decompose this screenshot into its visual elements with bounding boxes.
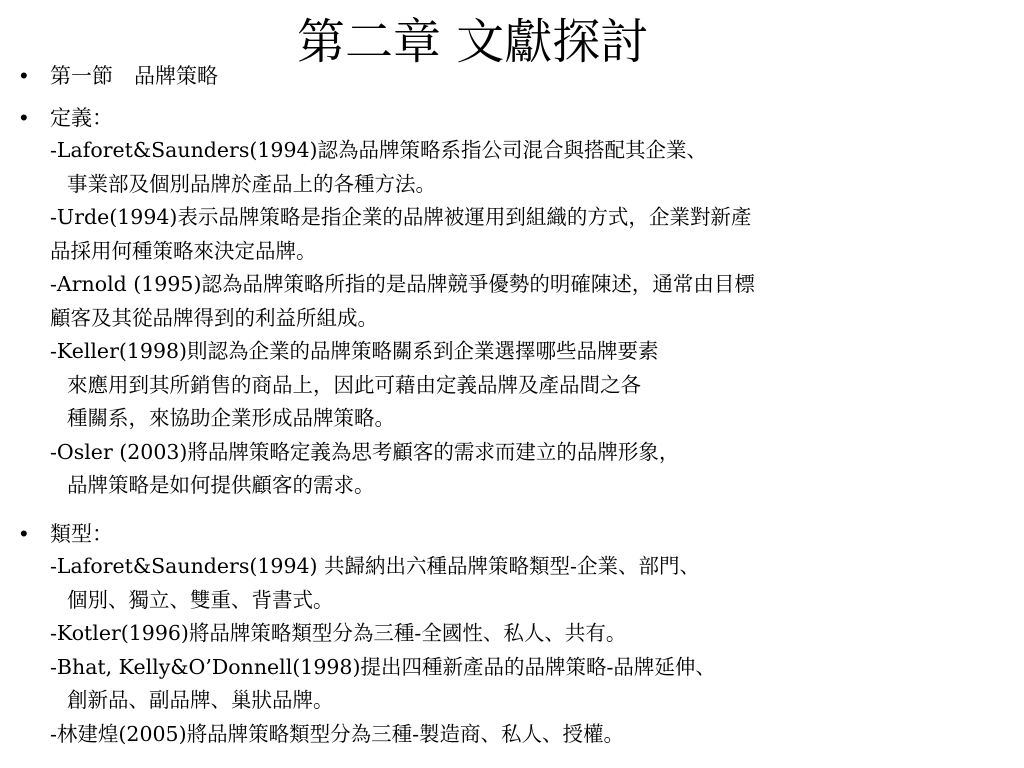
text-line: -Laforet&Saunders(1994) 共歸納出六種品牌策略類型-企業、部門、 bbox=[50, 554, 700, 578]
text-line: -Bhat, Kelly&O’Donnell(1998)提出四種新產品的品牌策略-品牌延伸、 bbox=[50, 654, 716, 679]
bullet-section-1 bbox=[20, 60, 1010, 92]
definition-lines bbox=[50, 134, 1010, 503]
text-line: 顧客及其從品牌得到的利益所組成。 bbox=[50, 305, 378, 330]
slide-title: 第二章 文獻探討 bbox=[297, 14, 649, 70]
text-line: -Laforet&Saunders(1994)認為品牌策略系指公司混合與搭配其企業、 bbox=[50, 138, 708, 162]
bullet-row bbox=[20, 518, 1010, 751]
bullet-row bbox=[20, 102, 1010, 503]
bullet-dot-icon: • bbox=[20, 105, 28, 130]
text-line: 種關系，來協助企業形成品牌策略。 bbox=[67, 406, 395, 430]
bullet-dot-icon: • bbox=[20, 63, 28, 88]
text-line: -Arnold (1995)認為品牌策略所指的是品牌競爭優勢的明確陳述，通常由目標 bbox=[50, 272, 755, 296]
text-line: 品牌策略是如何提供顧客的需求。 bbox=[67, 473, 375, 497]
text-line: 個別、獨立、雙重、背書式。 bbox=[67, 587, 334, 612]
text-line: 事業部及個別品牌於產品上的各種方法。 bbox=[67, 171, 436, 196]
text-line: -Keller(1998)則認為企業的品牌策略關系到企業選擇哪些品牌要素 bbox=[50, 339, 659, 363]
section-heading: 定義： bbox=[50, 106, 113, 130]
text-line: -Urde(1994)表示品牌策略是指企業的品牌被運用到組織的方式，企業對新產 bbox=[50, 205, 752, 229]
text-line: 品採用何種策略來決定品牌。 bbox=[50, 238, 317, 263]
section-heading: 第一節 品牌策略 bbox=[50, 64, 218, 88]
text-line: -Osler (2003)將品牌策略定義為思考顧客的需求而建立的品牌形象， bbox=[50, 439, 680, 464]
type-lines bbox=[50, 550, 1010, 751]
bullet-row bbox=[20, 60, 1010, 92]
text-line: 來應用到其所銷售的商品上，因此可藉由定義品牌及產品間之各 bbox=[67, 372, 641, 397]
text-line: -林建煌(2005)將品牌策略類型分為三種-製造商、私人、授權。 bbox=[50, 721, 625, 746]
bullet-dot-icon: • bbox=[20, 521, 28, 546]
bullet-section-3 bbox=[20, 518, 1010, 751]
text-line: -Kotler(1996)將品牌策略類型分為三種-全國性、私人、共有。 bbox=[50, 621, 627, 645]
section-heading: 類型： bbox=[50, 522, 113, 546]
text-line: 創新品、副品牌、巢狀品牌。 bbox=[67, 688, 334, 712]
bullet-section-2 bbox=[20, 102, 1010, 503]
